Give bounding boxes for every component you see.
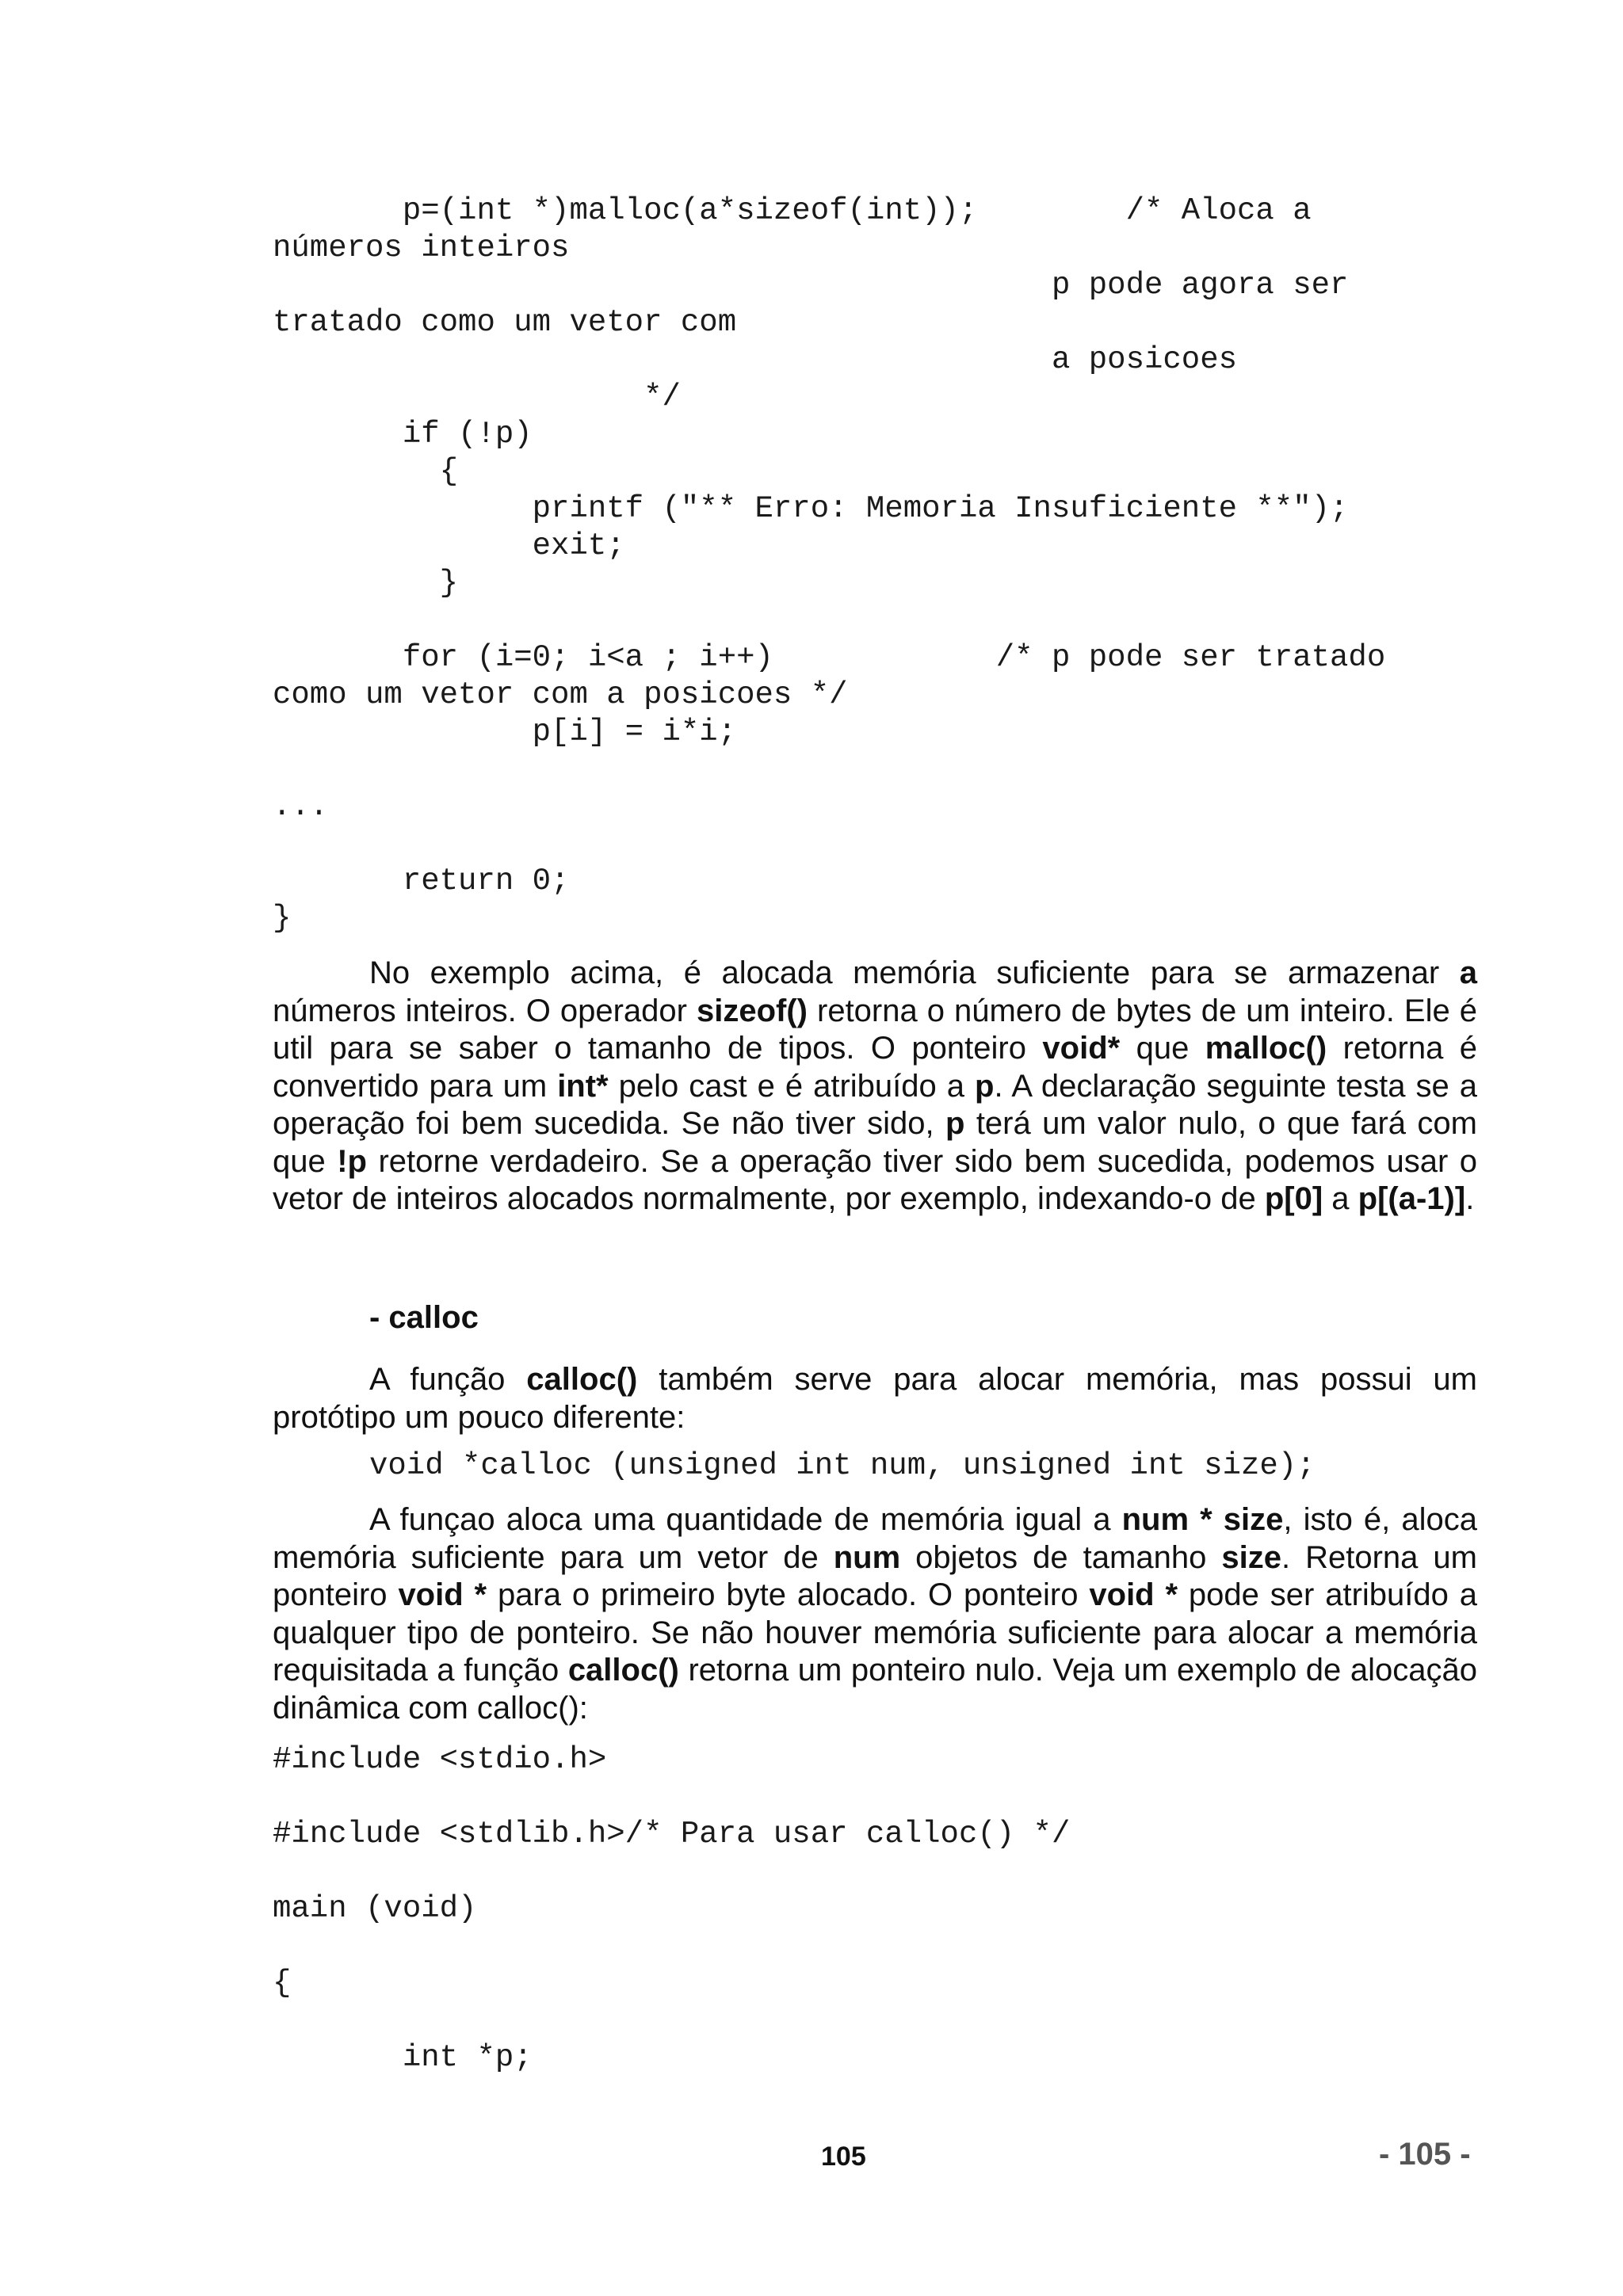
page-number-right: - 105 - (1379, 2137, 1471, 2172)
code-line: if (!p) (273, 417, 533, 452)
code-line: for (i=0; i<a ; i++) /* p pode ser tratado (273, 640, 1386, 675)
code-line: } (273, 566, 459, 601)
code-line: ... (273, 789, 329, 824)
code-line: */ (273, 379, 681, 414)
code-line: } (273, 901, 292, 936)
code-block-calloc-example (273, 1741, 1070, 2077)
code-line: printf ("** Erro: Memoria Insuficiente **"); (273, 491, 1349, 526)
code-line: int *p; (273, 2040, 533, 2075)
code-line: main (void) (273, 1891, 477, 1926)
code-line: { (273, 454, 459, 489)
code-line: tratado como um vetor com (273, 305, 737, 340)
code-line: #include <stdio.h> (273, 1742, 607, 1777)
code-line: return 0; (273, 864, 570, 898)
calloc-prototype: void *calloc (unsigned int num, unsigned int size); (369, 1448, 1316, 1483)
paragraph-calloc-description: A funçao aloca uma quantidade de memória igual a num * size, isto é, aloca memória suficiente para um vetor de num objetos de tamanho size. Retorna um ponteiro void * para o primeiro byte alocado. O ponteiro void * pode ser atribuído a qualquer tipo de ponteiro. Se não houver memória suficiente para alocar a memória requisitada a função calloc() retorna um ponteiro nulo. Veja um exemplo de alocação dinâmica com calloc(): (273, 1502, 1478, 1726)
code-line: como um vetor com a posicoes */ (273, 677, 848, 712)
page-number: 105 (821, 2142, 866, 2172)
code-line: a posicoes (273, 342, 1237, 377)
code-line: p[i] = i*i; (273, 715, 737, 749)
section-heading-calloc: - calloc (369, 1300, 479, 1335)
code-line: exit; (273, 528, 625, 563)
code-line: { (273, 1966, 292, 2000)
paragraph-malloc-explanation: No exemplo acima, é alocada memória suficiente para se armazenar a números inteiros. O operador sizeof() retorna o número de bytes de um inteiro. Ele é util para se saber o tamanho de tipos. O ponteiro void* que malloc() retorna é convertido para um int* pelo cast e é atribuído a p. A declaração seguinte testa se a operação foi bem sucedida. Se não tiver sido, p terá um valor nulo, o que fará com que !p retorne verdadeiro. Se a operação tiver sido bem sucedida, podemos usar o vetor de inteiros alocados normalmente, por exemplo, indexando-o de p[0] a p[(a-1)]. (273, 955, 1478, 1216)
code-block-malloc-example (273, 193, 1385, 937)
code-line: p pode agora ser (273, 268, 1349, 303)
paragraph-calloc-intro: A função calloc() também serve para alocar memória, mas possui um protótipo um pouco diferente: (273, 1362, 1478, 1435)
code-line: p=(int *)malloc(a*sizeof(int)); /* Aloca a (273, 193, 1312, 228)
code-line: #include <stdlib.h>/* Para usar calloc() */ (273, 1817, 1071, 1852)
code-line: números inteiros (273, 231, 570, 265)
